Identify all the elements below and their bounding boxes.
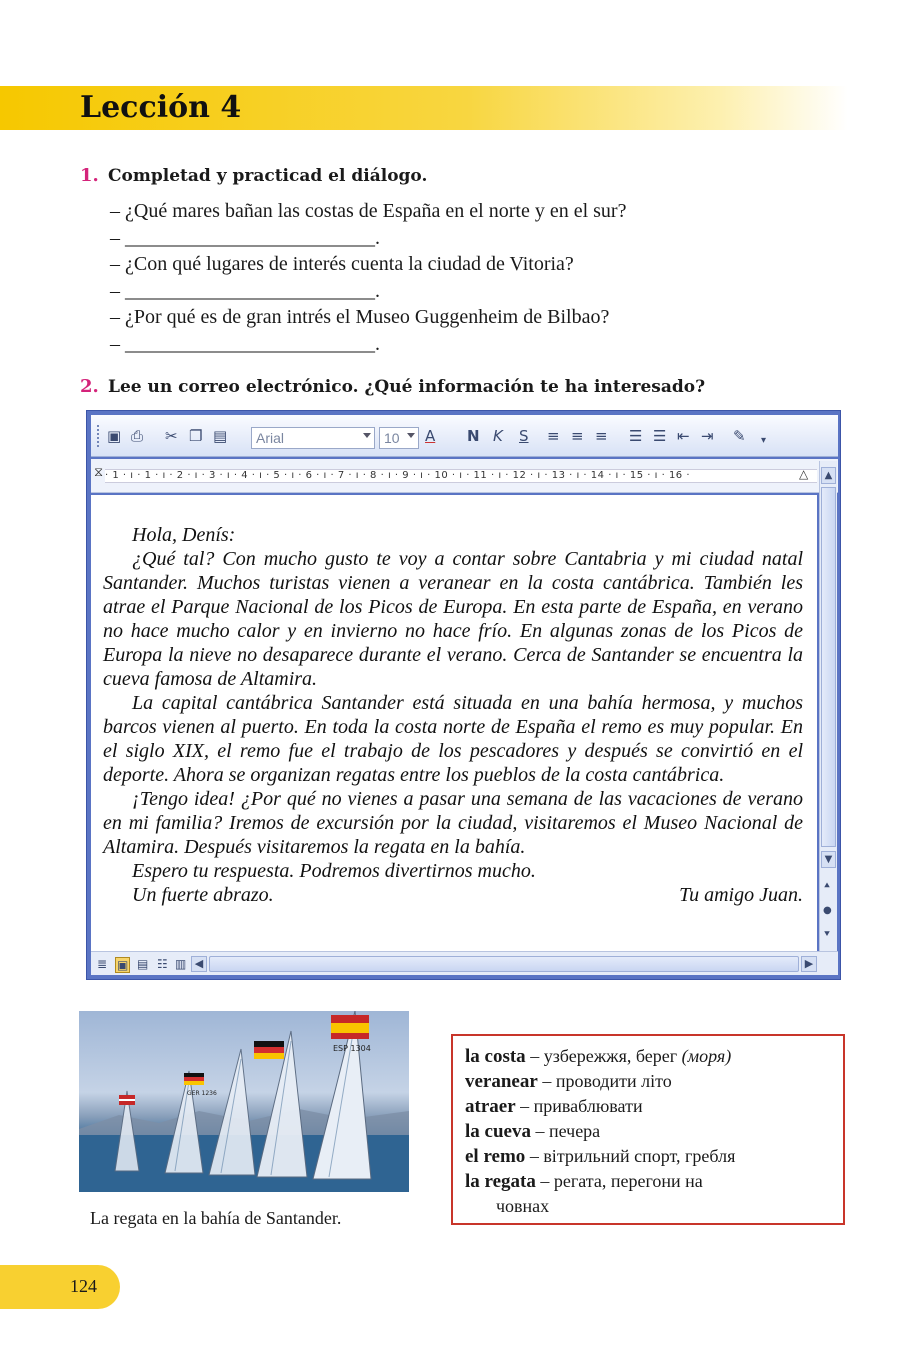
sail-number: ESP 1304: [333, 1044, 371, 1053]
underline-icon[interactable]: S: [519, 427, 529, 445]
email-letter: [103, 523, 803, 907]
font-name-select[interactable]: [251, 427, 375, 449]
horizontal-scroll-thumb[interactable]: [209, 956, 799, 972]
vocabulary-box: [451, 1034, 845, 1225]
scroll-up-icon[interactable]: ▲: [821, 467, 836, 484]
browse-object-icon[interactable]: ●: [823, 905, 832, 916]
align-left-icon[interactable]: ≡: [547, 427, 560, 445]
ruler: [91, 459, 838, 493]
save-icon[interactable]: ▣: [107, 427, 122, 445]
indent-marker-icon[interactable]: ⧖: [94, 465, 104, 480]
reading-view-icon[interactable]: ▥: [175, 957, 187, 971]
vocab-continuation: човнах: [496, 1196, 550, 1216]
dialog-line: – ¿Qué mares bañan las costas de España en el norte y en el sur?: [110, 200, 627, 222]
vocab-term: la cueva: [465, 1121, 531, 1142]
font-name-value: Arial: [256, 430, 285, 446]
vocab-entry: [465, 1119, 831, 1144]
page-number-tab: [0, 1265, 120, 1309]
vocab-term: el remo: [465, 1146, 526, 1167]
outline-view-icon[interactable]: ☷: [157, 957, 168, 971]
vocab-term: la costa: [465, 1046, 526, 1067]
letter-signature: Tu amigo Juan.: [679, 884, 803, 906]
vertical-scroll-thumb[interactable]: [821, 487, 836, 847]
word-processor-window: [86, 410, 841, 980]
vocab-entry: [465, 1169, 831, 1194]
task-instruction: Lee un correo electrónico. ¿Qué información te ha interesado?: [108, 377, 706, 397]
dialog-line: – ¿Por qué es de gran intrés el Museo Guggenheim de Bilbao?: [110, 306, 610, 328]
bold-icon[interactable]: N: [467, 427, 480, 445]
numbered-list-icon[interactable]: ☰: [629, 427, 643, 445]
dialog-blank: – _________________________.: [110, 226, 380, 249]
page-title: Lección 4: [80, 90, 242, 125]
vocab-entry: [465, 1094, 831, 1119]
dialog-blank: – _________________________.: [110, 332, 380, 355]
formatting-toolbar: [91, 415, 838, 457]
normal-view-icon[interactable]: ≣: [97, 957, 108, 971]
copy-icon[interactable]: ❐: [189, 427, 203, 445]
bullet-list-icon[interactable]: ☰: [653, 427, 667, 445]
vocab-entry: [465, 1144, 831, 1169]
letter-closing-row: [103, 883, 803, 907]
ruler-scale: · 1 · ı · 1 · ı · 2 · ı · 3 · ı · 4 · ı · 5 · ı · 6 · ı · 7 · ı · 8 · ı · 9 · ı · 10 · ı · 11 · ı · 12 · ı · 13 · ı · 14 · ı · 15 · ı · 16 ·: [105, 469, 817, 483]
dialog-blank: – _________________________.: [110, 279, 380, 302]
letter-paragraph: ¡Tengo idea! ¿Por qué no vienes a pasar una semana de las vacaciones de verano en mi familia? Iremos de excursión por la ciudad, visitaremos el Museo Nacional de Altamira. Después visitaremos la regata en la bahía.: [103, 788, 803, 858]
task-instruction: Completad y practicad el diálogo.: [108, 166, 428, 186]
vocab-translation: – приваблювати: [520, 1096, 643, 1116]
dialog-exercise: [110, 198, 810, 357]
paste-icon[interactable]: ▤: [213, 427, 228, 445]
page-number: 124: [70, 1276, 97, 1296]
chevron-down-icon: [363, 433, 371, 438]
right-indent-marker-icon[interactable]: △: [799, 467, 809, 481]
vocab-note: (моря): [681, 1046, 732, 1066]
vocab-term: veranear: [465, 1071, 538, 1092]
letter-paragraph: ¿Qué tal? Con mucho gusto te voy a contar sobre Cantabria y mi ciudad natal Santander. Muchos turistas vienen a veranear en la costa cantábrica. También les atrae el Parque Nacional de los Picos de Europa. En esta parte de España, en verano no hace mucho calor y en invierno no hace frío. En algunas zonas de los Picos de Europa la nieve no desaparece durante el verano. Cerca de Santander se encuentra la cueva famosa de Altamira.: [103, 548, 803, 690]
dialog-line: – ¿Con qué lugares de interés cuenta la ciudad de Vitoria?: [110, 253, 574, 275]
print-icon[interactable]: ⎙: [131, 427, 144, 445]
vocab-translation: – регата, перегони на: [540, 1171, 703, 1191]
align-center-icon[interactable]: ≡: [571, 427, 584, 445]
letter-closing: Un fuerte abrazo.: [132, 884, 274, 906]
web-view-icon[interactable]: ▤: [137, 957, 149, 971]
vocab-entry: [465, 1069, 831, 1094]
vocab-translation: – вітрильний спорт, гребля: [529, 1146, 736, 1166]
decrease-indent-icon[interactable]: ⇤: [677, 427, 690, 445]
cut-icon[interactable]: ✂: [165, 427, 178, 445]
task-number: 2.: [80, 376, 99, 397]
increase-indent-icon[interactable]: ⇥: [701, 427, 714, 445]
letter-paragraph: Espero tu respuesta. Podremos divertirnos mucho.: [132, 860, 536, 882]
sail-number: GER 1236: [187, 1090, 217, 1097]
task-number: 1.: [80, 165, 99, 186]
highlight-icon[interactable]: ✎: [733, 427, 746, 445]
toolbar-options-icon[interactable]: ▾: [761, 435, 767, 446]
vertical-scrollbar[interactable]: [819, 461, 837, 951]
italic-icon[interactable]: K: [493, 427, 503, 445]
scroll-right-icon[interactable]: ▶: [801, 956, 817, 972]
regatta-illustration: [79, 1011, 409, 1192]
previous-page-icon[interactable]: ⯅: [823, 881, 831, 892]
vocab-translation: – проводити літо: [542, 1071, 672, 1091]
letter-paragraph: La capital cantábrica Santander está situada en una bahía hermosa, y muchos barcos vienen al puerto. En toda la costa norte de España el remo es muy popular. En el siglo XIX, el remo fue el trabajo de los pescadores y después se convirtió en el deporte. Ahora se organizan regatas entre los pueblos de la costa cantábrica.: [103, 692, 803, 786]
toolbar-grip[interactable]: [97, 425, 100, 447]
letter-greeting: Hola, Denís:: [132, 524, 236, 546]
vocab-term: la regata: [465, 1171, 536, 1192]
print-layout-view-icon[interactable]: ▣: [117, 958, 129, 972]
next-page-icon[interactable]: ⯆: [823, 929, 831, 940]
vocab-term: atraer: [465, 1096, 516, 1117]
scroll-down-icon[interactable]: ▼: [821, 851, 836, 868]
vocab-entry: [465, 1044, 831, 1069]
align-right-icon[interactable]: ≡: [595, 427, 608, 445]
vocab-translation: – узбережжя, берег: [530, 1046, 678, 1066]
font-size-select[interactable]: [379, 427, 419, 449]
font-size-value: 10: [384, 430, 400, 446]
chevron-down-icon: [407, 433, 415, 438]
vocab-translation: – печера: [535, 1121, 601, 1141]
document-area[interactable]: [91, 495, 817, 951]
scroll-left-icon[interactable]: ◀: [191, 956, 207, 972]
regatta-photo: [79, 1011, 409, 1192]
horizontal-scrollbar: [91, 951, 838, 975]
photo-caption: La regata en la bahía de Santander.: [90, 1208, 342, 1228]
font-color-icon[interactable]: A: [425, 427, 436, 445]
